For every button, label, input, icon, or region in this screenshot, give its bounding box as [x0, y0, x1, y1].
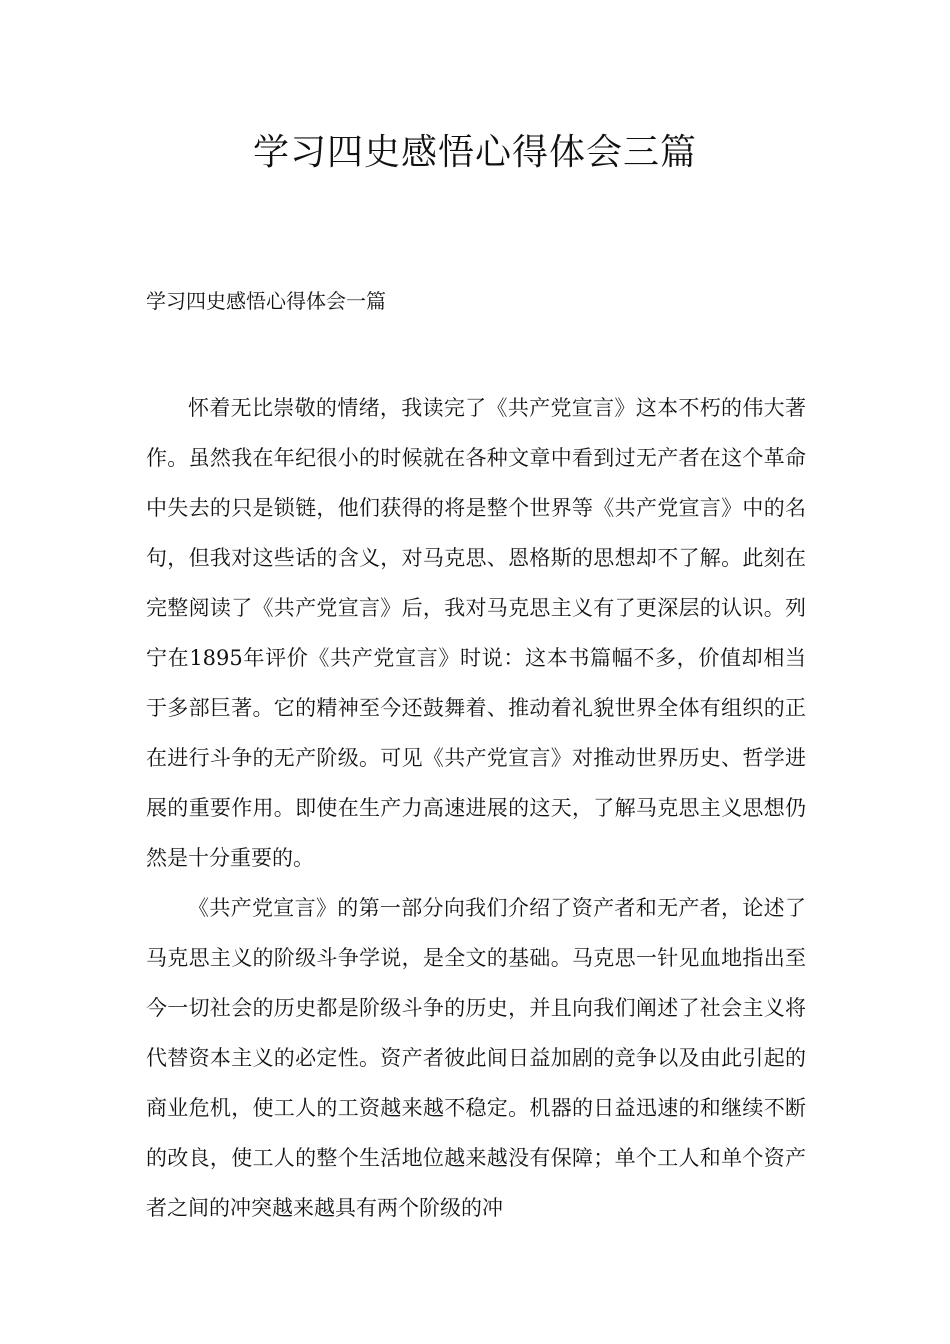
body-paragraph: 怀着无比崇敬的情绪，我读完了《共产党宣言》这本不朽的伟大著作。虽然我在年纪很小的时候就在各种文章中看到过无产者在这个革命中失去的只是锁链，他们获得的将是整个世界等《共产党宣言》中的名句，但我对这些话的含义，对马克思、恩格斯的思想却不了解。此刻在完整阅读了《共产党宣言》后，我对马克思主义有了更深层的认识。列宁在1895年评价《共产党宣言》时说：这本书篇幅不多，价值却相当于多部巨著。它的精神至今还鼓舞着、推动着礼貌世界全体有组织的正在进行斗争的无产阶级。可见《共产党宣言》对推动世界历史、哲学进展的重要作用。即使在生产力高速进展的这天，了解马克思主义思想仍然是十分重要的。 — [146, 396, 806, 870]
document-body — [146, 383, 806, 1233]
section-heading: 学习四史感悟心得体会一篇 — [146, 289, 386, 313]
body-paragraph: 《共产党宣言》的第一部分向我们介绍了资产者和无产者，论述了马克思主义的阶级斗争学说，是全文的基础。马克思一针见血地指出至今一切社会的历史都是阶级斗争的历史，并且向我们阐述了社会主义将代替资本主义的必定性。资产者彼此间日益加剧的竞争以及由此引起的商业危机，使工人的工资越来越不稳定。机器的日益迅速的和继续不断的改良，使工人的整个生活地位越来越没有保障；单个工人和单个资产者之间的冲突越来越具有两个阶级的冲 — [146, 896, 806, 1220]
document-title: 学习四史感悟心得体会三篇 — [252, 132, 697, 173]
